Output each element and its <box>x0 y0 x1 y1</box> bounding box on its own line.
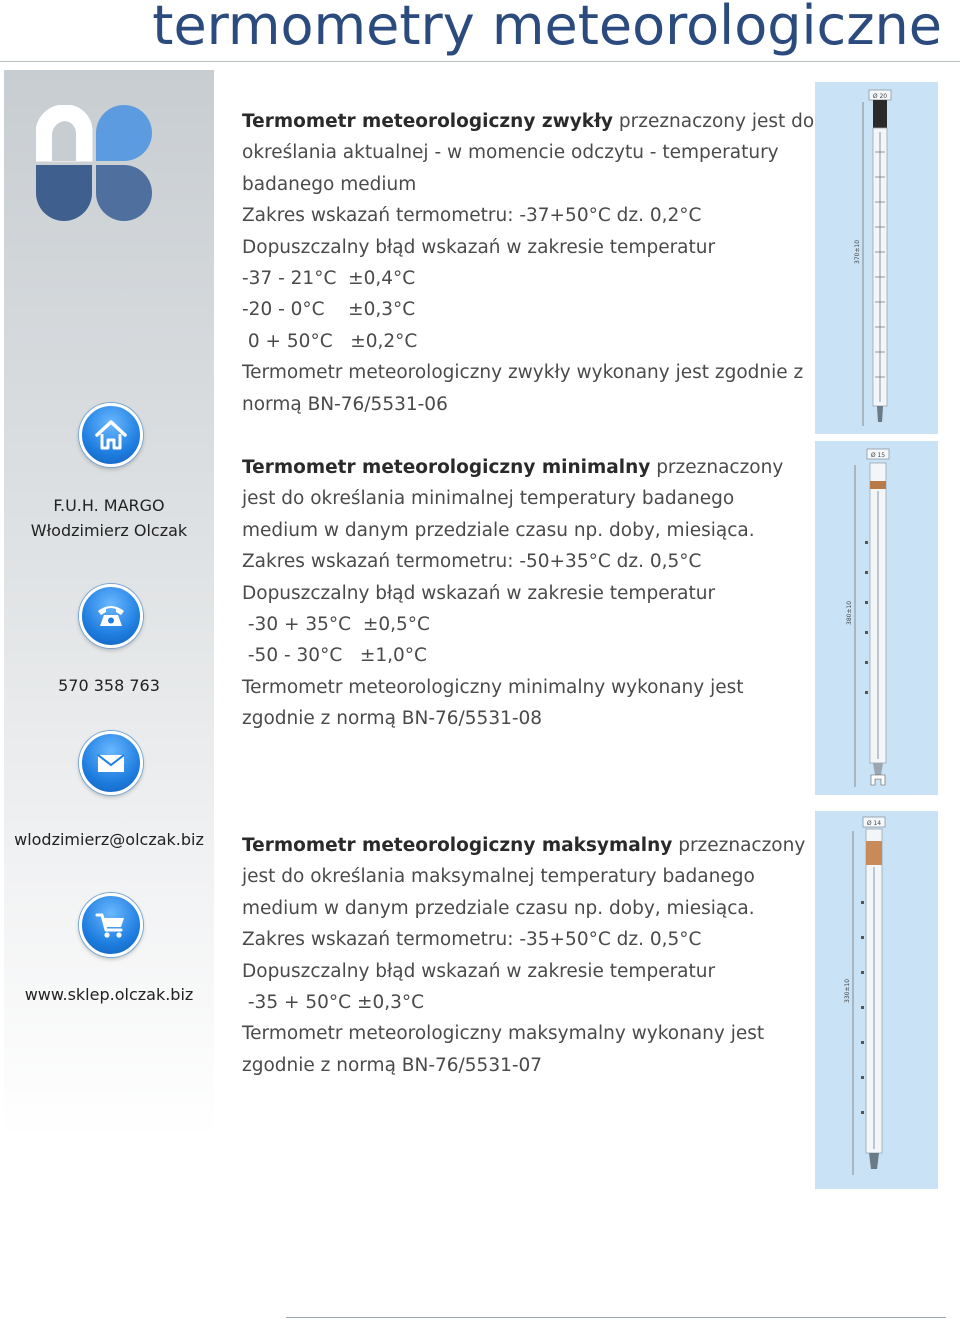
standard-line: Termometr meteorologiczny maksymalny wykonany jest <box>242 1023 765 1045</box>
tolerance-row: -50 - 30°C ±1,0°C <box>242 645 427 667</box>
length-label: 330±10 <box>844 978 851 1003</box>
range-line: Zakres wskazań termometru: -37+50°C dz. 0,2°C <box>242 205 702 227</box>
product-description-minimum: Termometr meteorologiczny minimalny przeznaczony jest do określania minimalnej temperatury badanego medium w danym przedziale czasu np. doby, miesiąca. Zakres wskazań termometru: -50+35°C dz. 0,5°C Dopuszczalny błąd wskazań w zakresie temperatur -30 + 35°C ±0,5°C -50 - 30°C ±1,0°C Termometr meteorologiczny minimalny wykonany jest zgodnie z normą BN-76/5531-08 <box>242 452 807 735</box>
shop-link[interactable]: www.sklep.olczak.biz <box>24 985 194 1004</box>
thermometer-drawing-minimum <box>815 441 938 795</box>
tolerance-heading: Dopuszczalny błąd wskazań w zakresie temperatur <box>242 960 716 982</box>
tolerance-row: -37 - 21°C ±0,4°C <box>242 268 416 290</box>
tolerance-heading: Dopuszczalny błąd wskazań w zakresie temperatur <box>242 236 716 258</box>
tolerance-row: -30 + 35°C ±0,5°C <box>242 614 430 636</box>
product-name: Termometr meteorologiczny zwykły <box>242 111 613 132</box>
footer-divider <box>286 1317 946 1318</box>
standard-line: Termometr meteorologiczny minimalny wykonany jest <box>242 676 744 698</box>
standard-line: normą BN-76/5531-06 <box>242 393 448 415</box>
phone-button[interactable] <box>79 584 143 648</box>
description-line: medium w danym przedziale czasu np. doby, miesiąca. <box>242 519 755 541</box>
description-line: określania aktualnej - w momencie odczytu - temperatury <box>242 142 779 164</box>
home-icon <box>93 417 129 453</box>
description-line: badanego medium <box>242 173 417 195</box>
phone-icon <box>93 598 129 634</box>
range-line: Zakres wskazań termometru: -50+35°C dz. 0,5°C <box>242 551 702 573</box>
tolerance-row: -20 - 0°C ±0,3°C <box>242 299 416 321</box>
diameter-label: Ø 14 <box>866 820 882 827</box>
standard-line: zgodnie z normą BN-76/5531-08 <box>242 708 543 730</box>
thermometer-drawing-maximum <box>815 811 938 1189</box>
mail-icon <box>93 745 129 781</box>
tolerance-heading: Dopuszczalny błąd wskazań w zakresie temperatur <box>242 582 716 604</box>
shop-button[interactable] <box>79 893 143 957</box>
product-description-maximum: Termometr meteorologiczny maksymalny przeznaczony jest do określania maksymalnej temperatury badanego medium w danym przedziale czasu np. doby, miesiąca. Zakres wskazań termometru: -35+50°C dz. 0,5°C Dopuszczalny błąd wskazań w zakresie temperatur -35 + 50°C ±0,3°C Termometr meteorologiczny maksymalny wykonany jest zgodnie z normą BN-76/5531-07 <box>242 830 807 1081</box>
product-name: Termometr meteorologiczny minimalny <box>242 457 651 478</box>
description-line: jest do określania minimalnej temperatury badanego <box>242 488 735 510</box>
page-title: termometry meteorologiczne <box>152 0 942 57</box>
logo-icon <box>36 105 152 221</box>
email-address[interactable]: wlodzimierz@olczak.biz <box>14 830 204 849</box>
product-name: Termometr meteorologiczny maksymalny <box>242 835 673 856</box>
cart-icon <box>93 907 129 943</box>
length-label: 370±10 <box>854 239 861 264</box>
range-line: Zakres wskazań termometru: -35+50°C dz. 0,5°C <box>242 929 702 951</box>
company-owner: Włodzimierz Olczak <box>30 521 188 540</box>
thermometer-drawing-standard <box>815 82 938 434</box>
title-divider <box>0 61 960 62</box>
tolerance-row: -35 + 50°C ±0,3°C <box>242 992 425 1014</box>
company-name: F.U.H. MARGO <box>53 496 165 515</box>
description-line: medium w danym przedziale czasu np. doby, miesiąca. <box>242 897 755 919</box>
home-button[interactable] <box>79 403 143 467</box>
tolerance-row: 0 + 50°C ±0,2°C <box>242 330 418 352</box>
product-description-standard: Termometr meteorologiczny zwykły przeznaczony jest do określania aktualnej - w momencie odczytu - temperatury badanego medium Zakres wskazań termometru: -37+50°C dz. 0,2°C Dopuszczalny błąd wskazań w zakresie temperatur -37 - 21°C ±0,4°C -20 - 0°C ±0,3°C 0 + 50°C ±0,2°C Termometr meteorologiczny zwykły wykonany jest zgodnie z normą BN-76/5531-06 <box>242 106 807 420</box>
standard-line: Termometr meteorologiczny zwykły wykonany jest zgodnie z <box>242 362 804 384</box>
standard-line: zgodnie z normą BN-76/5531-07 <box>242 1054 543 1076</box>
diameter-label: Ø 15 <box>870 452 886 459</box>
diameter-label: Ø 20 <box>872 93 888 100</box>
email-button[interactable] <box>79 731 143 795</box>
length-label: 380±10 <box>846 600 853 625</box>
phone-number[interactable]: 570 358 763 <box>58 676 160 695</box>
description-line: jest do określania maksymalnej temperatury badanego <box>242 866 755 888</box>
